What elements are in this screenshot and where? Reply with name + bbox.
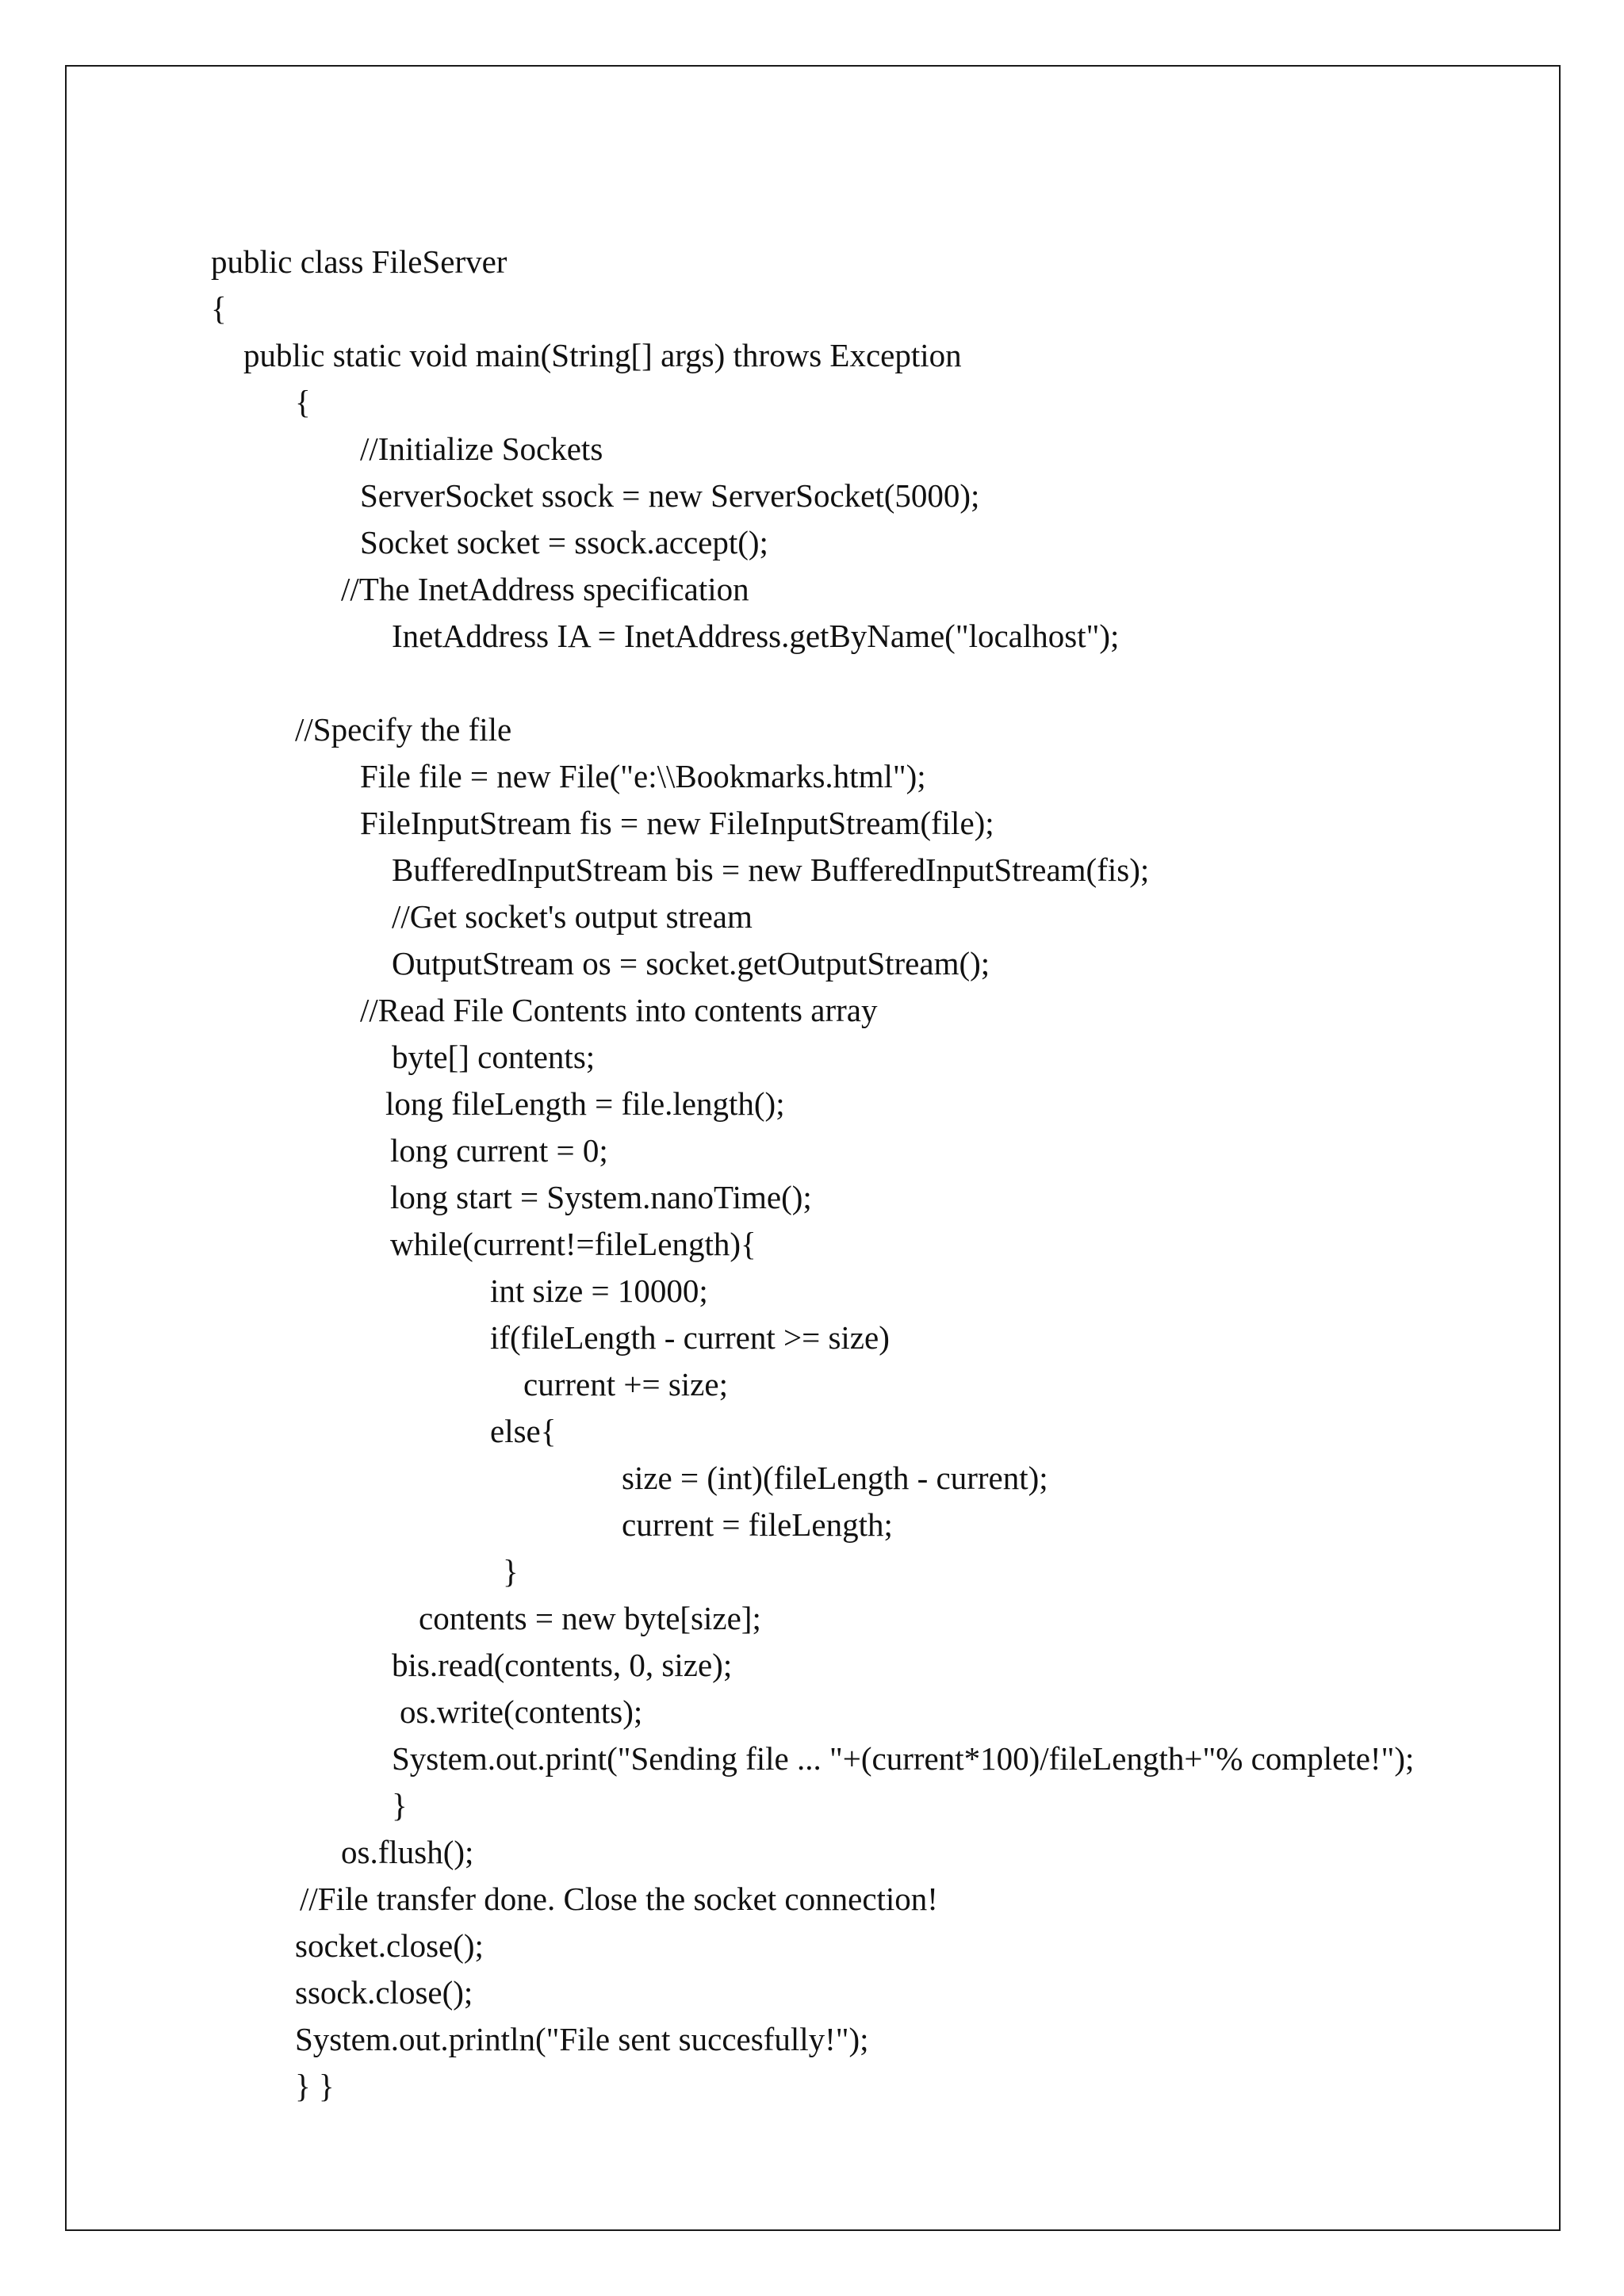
code-line-34: }: [392, 1787, 408, 1823]
code-line-14: BufferedInputStream bis = new BufferedInputStream(fis);: [392, 851, 1150, 888]
code-line-19: long fileLength = file.length();: [385, 1085, 785, 1122]
code-line-1: public class FileServer: [211, 243, 508, 280]
code-line-8: //The InetAddress specification: [341, 571, 749, 607]
code-line-37: socket.close();: [295, 1927, 484, 1964]
code-line-4: {: [295, 384, 311, 420]
code-line-3: public static void main(String[] args) throws Exception: [243, 337, 962, 373]
code-line-28: current = fileLength;: [622, 1506, 893, 1543]
code-line-39: System.out.println("File sent succesfully!");: [295, 2021, 869, 2057]
code-line-12: File file = new File("e:\\Bookmarks.html");: [360, 758, 926, 794]
code-line-26: else{: [490, 1413, 557, 1449]
code-line-17: //Read File Contents into contents array: [360, 992, 878, 1028]
code-line-25: current += size;: [523, 1366, 728, 1402]
code-line-9: InetAddress IA = InetAddress.getByName("localhost");: [392, 618, 1120, 654]
code-line-6: ServerSocket ssock = new ServerSocket(5000);: [360, 477, 980, 514]
code-line-38: ssock.close();: [295, 1974, 473, 2011]
code-line-11: //Specify the file: [295, 711, 512, 748]
code-line-33: System.out.print("Sending file ... "+(current*100)/fileLength+"% complete!");: [392, 1740, 1415, 1777]
code-line-7: Socket socket = ssock.accept();: [360, 524, 768, 561]
code-line-31: bis.read(contents, 0, size);: [392, 1647, 733, 1683]
code-line-16: OutputStream os = socket.getOutputStream();: [392, 945, 990, 982]
code-line-15: //Get socket's output stream: [392, 898, 753, 935]
code-line-18: byte[] contents;: [392, 1039, 596, 1075]
code-line-21: long start = System.nanoTime();: [390, 1179, 812, 1215]
code-line-2: {: [211, 290, 227, 327]
code-line-5: //Initialize Sockets: [360, 430, 603, 467]
code-line-35: os.flush();: [341, 1834, 474, 1870]
code-line-32: os.write(contents);: [400, 1693, 643, 1730]
code-line-30: contents = new byte[size];: [419, 1600, 761, 1636]
code-line-23: int size = 10000;: [490, 1272, 708, 1309]
code-line-29: }: [503, 1553, 519, 1590]
code-line-36: //File transfer done. Close the socket connection!: [300, 1881, 938, 1917]
code-line-22: while(current!=fileLength){: [390, 1226, 756, 1262]
code-line-20: long current = 0;: [390, 1132, 608, 1169]
code-line-24: if(fileLength - current >= size): [490, 1319, 890, 1356]
code-line-40: } }: [295, 2068, 335, 2104]
code-line-13: FileInputStream fis = new FileInputStream(file);: [360, 805, 994, 841]
code-line-27: size = (int)(fileLength - current);: [622, 1460, 1048, 1496]
